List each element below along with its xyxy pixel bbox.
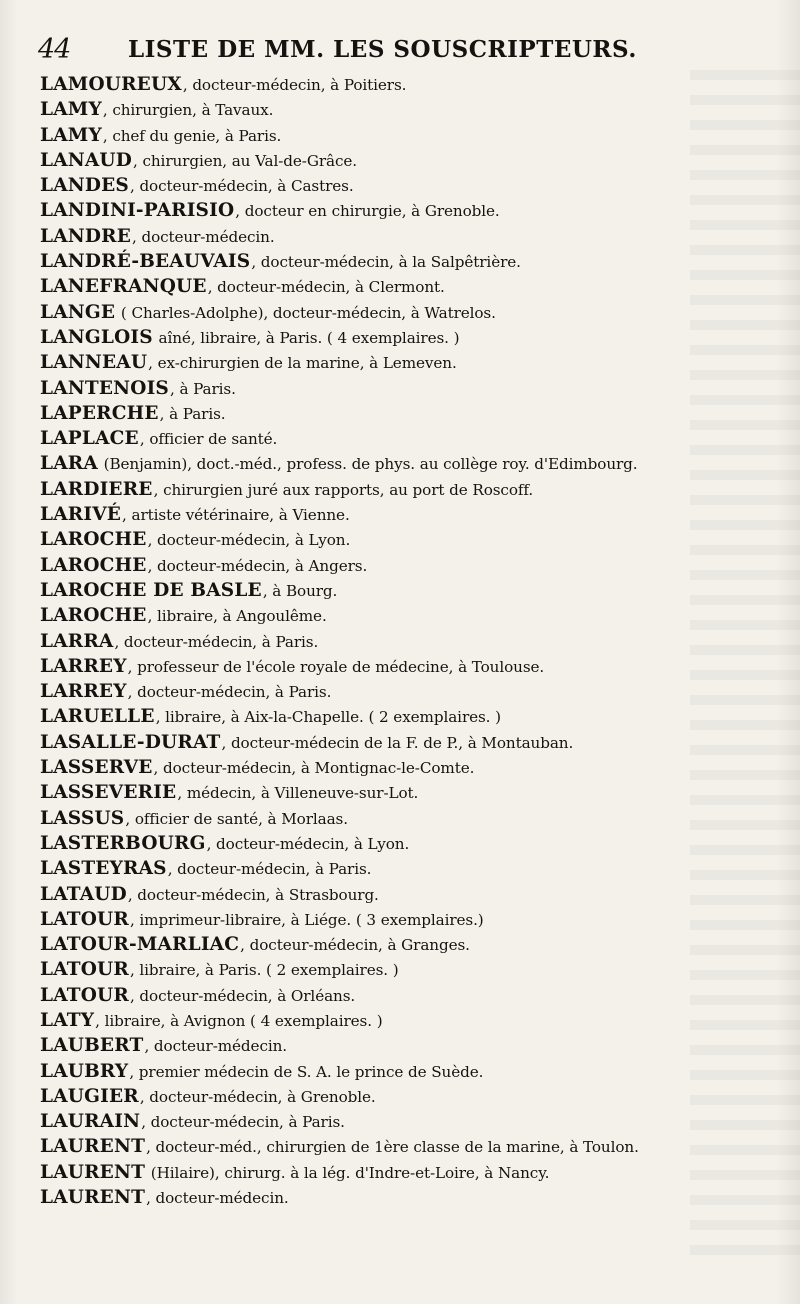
running-head: LISTE DE MM. LES SOUSCRIPTEURS. [128,36,637,63]
list-item [40,957,780,982]
subscriber-name: LATOUR-MARLIAC [40,934,240,956]
subscriber-description: , docteur-médecin, à Lyon. [206,834,410,853]
list-item [40,780,780,805]
list-item [40,629,780,654]
list-item [40,1033,780,1058]
list-item [40,1059,780,1084]
list-item [40,1134,780,1159]
subscriber-description: , officier de santé. [139,430,278,449]
subscriber-description: , officier de santé, à Morlaas. [125,809,348,828]
subscriber-description: , docteur-médecin, à Paris. [141,1113,345,1132]
subscriber-description: , docteur-médecin, à Grenoble. [139,1087,376,1106]
list-item [40,148,780,173]
subscriber-description: , docteur-médecin. [132,227,275,246]
subscriber-name: LANEFRANQUE [40,276,207,298]
list-item [40,451,780,476]
subscriber-description: , médecin, à Villeneuve-sur-Lot. [177,784,419,803]
list-item [40,1185,780,1210]
list-item [40,300,780,325]
list-item [40,1160,780,1185]
subscriber-name: LASSERVE [40,757,153,779]
subscriber-description: , premier médecin de S. A. le prince de Suède. [129,1062,484,1081]
subscriber-name: LAPLACE [40,428,139,450]
page-header [38,34,778,68]
subscriber-description: , docteur-médecin. [146,1189,289,1208]
subscriber-description: , docteur-médecin, à Paris. [114,632,319,651]
subscriber-name: LAUBERT [40,1035,144,1057]
subscriber-name: LANAUD [40,149,133,171]
subscriber-description: , docteur-médecin, à Paris. [167,860,372,879]
subscriber-name: LATAUD [40,883,127,905]
list-item [40,173,780,198]
list-item [40,1008,780,1033]
subscriber-description: , docteur-médecin, à Clermont. [207,278,445,297]
subscriber-list [40,72,780,1210]
subscriber-description: , docteur-médecin, à Castres. [129,177,354,196]
page-number: 44 [38,34,71,65]
subscriber-name: LANGLOIS [40,326,153,348]
list-item [40,704,780,729]
subscriber-name: LANDRÉ-BEAUVAIS [40,251,251,273]
subscriber-name: LARREY [40,681,127,703]
subscriber-name: LATOUR [40,959,129,981]
subscriber-description: , docteur-médecin, à Paris. [127,683,332,702]
list-item [40,1084,780,1109]
subscriber-name: LASTERBOURG [40,832,206,854]
subscriber-description: , docteur-médecin, à Lyon. [147,531,351,550]
subscriber-name: LAROCHE [40,529,147,551]
subscriber-name: LAMOUREUX [40,74,182,95]
list-item [40,249,780,274]
subscriber-description: , docteur-médecin, à Granges. [240,936,470,955]
list-item [40,907,780,932]
list-item [40,730,780,755]
subscriber-name: LAUBRY [40,1060,129,1082]
subscriber-name: LANNEAU [40,352,148,374]
subscriber-name: LANDINI-PARISIO [40,200,235,222]
subscriber-description: , docteur-médecin, à Poitiers. [182,76,407,94]
subscriber-name: LATOUR [40,908,129,930]
subscriber-description: ( Charles-Adolphe), docteur-médecin, à Watrelos. [116,303,496,322]
subscriber-name: LASALLE-DURAT [40,731,221,753]
subscriber-description: , chirurgien, au Val-de-Grâce. [133,151,358,170]
subscriber-description: , chirurgien juré aux rapports, au port de Roscoff. [153,480,534,499]
subscriber-name: LAMY [40,99,102,121]
subscriber-description: , ex-chirurgien de la marine, à Lemeven. [148,354,457,373]
subscriber-name: LAPERCHE [40,402,159,424]
list-item [40,755,780,780]
subscriber-description: (Benjamin), doct.-méd., profess. de phys. au collège roy. d'Edimbourg. [98,455,638,474]
subscriber-description: , docteur-médecin, à Angers. [147,556,368,575]
subscriber-name: LASSUS [40,807,125,829]
subscriber-name: LASSEVERIE [40,782,177,804]
list-item [40,679,780,704]
subscriber-description: , libraire, à Angoulême. [147,607,327,626]
subscriber-name: LARREY [40,655,127,677]
subscriber-name: LATOUR [40,984,129,1006]
subscriber-description: , docteur-médecin, à Strasbourg. [127,885,379,904]
subscriber-name: LARA [40,453,98,475]
subscriber-name: LAURAIN [40,1111,141,1133]
subscriber-name: LAROCHE [40,554,147,576]
list-item [40,97,780,122]
list-item [40,856,780,881]
list-item [40,1109,780,1134]
subscriber-description: , chirurgien, à Tavaux. [102,101,274,120]
subscriber-name: LASTEYRAS [40,858,167,880]
list-item [40,502,780,527]
subscriber-description: , docteur-médecin. [144,1037,288,1056]
subscriber-description: , chef du genie, à Paris. [102,126,282,145]
list-item [40,806,780,831]
list-item [40,224,780,249]
list-item [40,983,780,1008]
subscriber-name: LAROCHE DE BASLE [40,579,262,601]
list-item [40,882,780,907]
subscriber-description: , libraire, à Avignon ( 4 exemplaires. ) [95,1011,383,1030]
subscriber-name: LARDIERE [40,478,153,500]
list-item [40,477,780,502]
list-item [40,654,780,679]
subscriber-description: , à Paris. [169,379,236,398]
subscriber-description: , à Paris. [159,404,226,423]
subscriber-description: , professeur de l'école royale de médecine, à Toulouse. [127,657,545,676]
subscriber-description: , docteur-médecin, à Montignac-le-Comte. [153,759,475,778]
subscriber-name: LANGE [40,301,116,323]
subscriber-description: , docteur en chirurgie, à Grenoble. [235,202,500,221]
subscriber-name: LAUGIER [40,1085,139,1107]
list-item [40,603,780,628]
list-item [40,72,780,97]
subscriber-description: , artiste vétérinaire, à Vienne. [122,506,350,525]
subscriber-name: LAURENT [40,1161,146,1183]
list-item [40,553,780,578]
list-item [40,831,780,856]
list-item [40,527,780,552]
subscriber-name: LAURENT [40,1187,146,1209]
subscriber-description: , imprimeur-libraire, à Liége. ( 3 exemplaires.) [129,910,484,929]
subscriber-name: LARIVÉ [40,504,122,526]
subscriber-description: (Hilaire), chirurg. à la lég. d'Indre-et-Loire, à Nancy. [146,1163,550,1182]
subscriber-name: LAMY [40,124,102,146]
list-item [40,578,780,603]
list-item [40,376,780,401]
subscriber-description: aîné, libraire, à Paris. ( 4 exemplaires. ) [153,328,460,347]
list-item [40,350,780,375]
list-item [40,426,780,451]
list-item [40,401,780,426]
subscriber-description: , à Bourg. [262,581,338,600]
list-item [40,932,780,957]
subscriber-description: , docteur-médecin de la F. de P., à Montauban. [221,733,574,752]
subscriber-description: , libraire, à Paris. ( 2 exemplaires. ) [129,961,399,980]
subscriber-name: LATY [40,1009,95,1031]
subscriber-name: LANDRE [40,225,131,247]
subscriber-name: LAROCHE [40,605,147,627]
subscriber-name: LANDES [40,175,129,197]
subscriber-description: , docteur-médecin, à Orléans. [129,986,356,1005]
subscriber-description: , docteur-méd., chirurgien de 1ère classe de la marine, à Toulon. [146,1138,639,1157]
list-item [40,198,780,223]
subscriber-name: LARRA [40,630,114,652]
subscriber-name: LAURENT [40,1136,146,1158]
subscriber-name: LARUELLE [40,706,155,728]
list-item [40,274,780,299]
subscriber-description: , libraire, à Aix-la-Chapelle. ( 2 exemplaires. ) [155,708,501,727]
subscriber-name: LANTENOIS [40,377,169,399]
list-item [40,325,780,350]
list-item [40,123,780,148]
subscriber-description: , docteur-médecin, à la Salpêtrière. [251,253,521,272]
